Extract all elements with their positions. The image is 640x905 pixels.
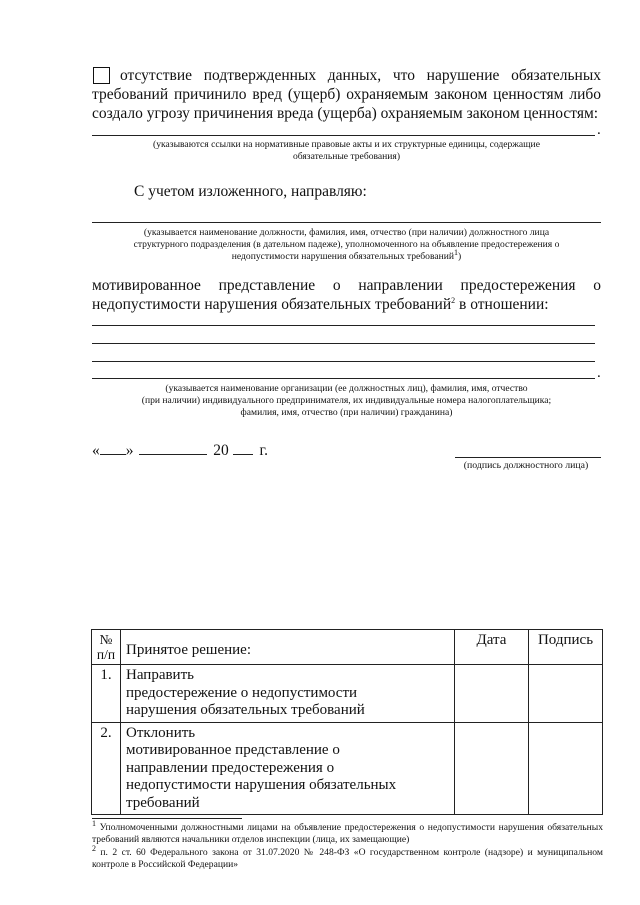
fill-line-official[interactable] [92,222,601,223]
header-decision: Принятое решение: [121,630,455,665]
footnote-2: $^2$ п. 2 ст. 60 Федерального закона от 31.07.2020 № 248-ФЗ «О государственном контроле (надзоре) и муниципальном контроле в Российской Федерации» [92,843,603,870]
row-date-cell[interactable] [455,665,529,723]
row-num: 2. [92,722,121,815]
header-date: Дата [455,630,529,665]
confirmation-checkbox[interactable] [93,67,110,84]
para2-line2: недопустимости нарушения обязательных требований$^2$ в отношении: [92,295,549,313]
table-row [92,665,603,723]
signature-line[interactable] [455,457,601,458]
fill-line-recipient-3[interactable] [92,361,595,362]
para1-line3: создало угрозу причинения вреда (ущерба) охраняемым законом ценностям: [92,105,599,122]
fill-line-recipient-2[interactable] [92,343,595,344]
date-month-field[interactable] [139,441,207,455]
row-decision: Отклонить мотивированное представление о направлении предостережения о недопустимости нарушения обязательных требований [121,722,455,815]
header-signature: Подпись [529,630,603,665]
para1-line1: отсутствие подтвержденных данных, что нарушение обязательных [120,67,601,84]
fill-line-recipient-4[interactable] [92,378,595,379]
hint-official: (указывается наименование должности, фамилия, имя, отчество (при наличии) должностного лица структурного подразделения (в дательном падеже), уполномоченного на объявление предостережения о недопустимости нарушения обязательных требований$^1$) [133,227,560,262]
hint-recipient: (указывается наименование организации (ее должностных лиц), фамилия, имя, отчество (при наличии) индивидуального предпринимателя, их индивидуальные номера налогоплательщика; фамилия, имя, отчество (при наличии) гражданина) [141,383,552,418]
row-decision: Направить предостережение о недопустимости нарушения обязательных требований [121,665,455,723]
header-num: № п/п [92,630,121,665]
table-header-row [92,630,603,665]
hint-references: (указываются ссылки на нормативные правовые акты и их структурные единицы, содержащие обязательные требования) [153,139,540,162]
fill-line-references[interactable] [92,135,595,136]
row-signature-cell[interactable] [529,665,603,723]
footnote-1: $^1$ Уполномоченными должностными лицами на объявление предостережения о недопустимости нарушения обязательных требований являются начальники отделов инспекции (лица, их замещающие) [92,818,603,845]
end-dot: . [597,122,601,138]
row-date-cell[interactable] [455,722,529,815]
footnote-separator [92,818,242,819]
end-dot-2: . [597,365,601,381]
fill-line-recipient-1[interactable] [92,325,595,326]
direct-text: С учетом изложенного, направляю: [134,183,367,200]
signature-hint: (подпись должностного лица) [463,460,589,471]
date-year-field[interactable] [233,441,253,455]
date-day-field[interactable] [100,441,126,455]
para1-line2: требований причинило вред (ущерб) охраняемым законом ценностям либо [92,86,601,103]
table-row [92,722,603,815]
row-signature-cell[interactable] [529,722,603,815]
row-num: 1. [92,665,121,723]
date-line: « » 20 г. [92,442,268,459]
decision-table [91,629,603,815]
para2-line1: мотивированное представление о направлении предостережения о [92,277,601,294]
